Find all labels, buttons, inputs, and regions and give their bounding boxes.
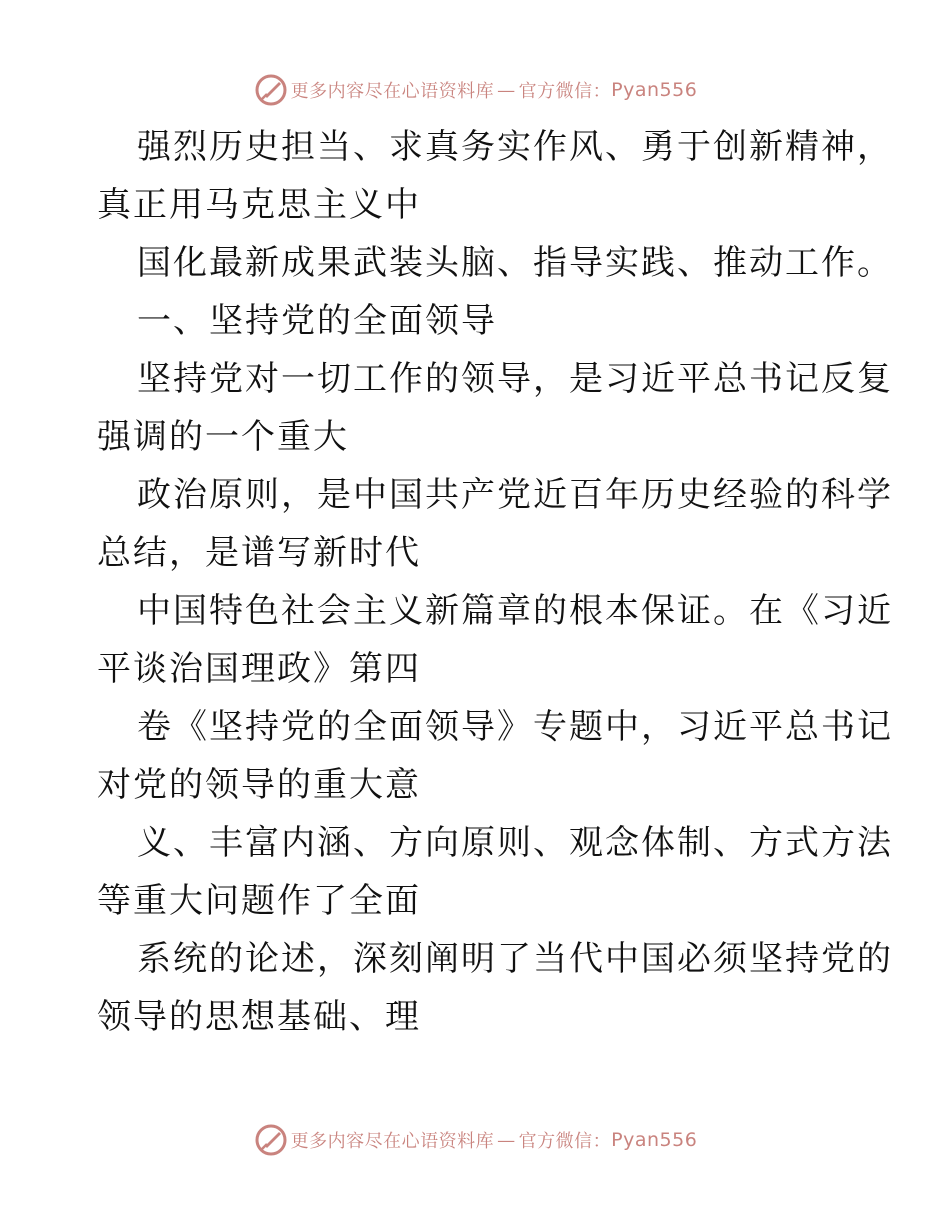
text-line: 领导的思想基础、理 — [97, 997, 421, 1037]
text-line: 强烈历史担当、求真务实作风、勇于创新精神， — [137, 127, 893, 167]
header-watermark — [0, 70, 950, 110]
watermark-text: 更多内容尽在心语资料库 — [290, 81, 495, 102]
watermark-wechat-label: 官方微信： — [518, 81, 612, 102]
watermark-wechat-id: Pyan556 — [611, 79, 698, 101]
text-line: 国化最新成果武装头脑、指导实践、推动工作。 — [137, 243, 893, 283]
text-line: 政治原则，是中国共产党近百年历史经验的科学 — [137, 475, 893, 515]
text-line: 总结，是谱写新时代 — [97, 533, 421, 573]
text-line: 系统的论述，深刻阐明了当代中国必须坚持党的 — [137, 939, 893, 979]
footer-watermark — [0, 1120, 950, 1160]
text-line: 卷《坚持党的全面领导》专题中，习近平总书记 — [137, 707, 893, 747]
text-line: 坚持党对一切工作的领导，是习近平总书记反复 — [137, 359, 893, 399]
watermark-wechat-label: 官方微信： — [518, 1131, 612, 1152]
watermark-separator: — — [497, 1129, 516, 1151]
watermark-separator: — — [497, 79, 516, 101]
document-body — [97, 118, 893, 1046]
text-line: 中国特色社会主义新篇章的根本保证。在《习近 — [137, 591, 893, 631]
text-line: 等重大问题作了全面 — [97, 881, 421, 921]
text-line: 强调的一个重大 — [97, 417, 349, 457]
logo-icon — [253, 72, 289, 108]
text-line: 义、丰富内涵、方向原则、观念体制、方式方法 — [137, 823, 893, 863]
logo-icon — [253, 1122, 289, 1158]
watermark-wechat-id: Pyan556 — [611, 1129, 698, 1151]
text-line: 对党的领导的重大意 — [97, 765, 421, 805]
watermark-text: 更多内容尽在心语资料库 — [290, 1131, 495, 1152]
text-line: 真正用马克思主义中 — [97, 185, 421, 225]
text-line: 平谈治国理政》第四 — [97, 649, 421, 689]
section-heading: 一、坚持党的全面领导 — [137, 301, 497, 341]
